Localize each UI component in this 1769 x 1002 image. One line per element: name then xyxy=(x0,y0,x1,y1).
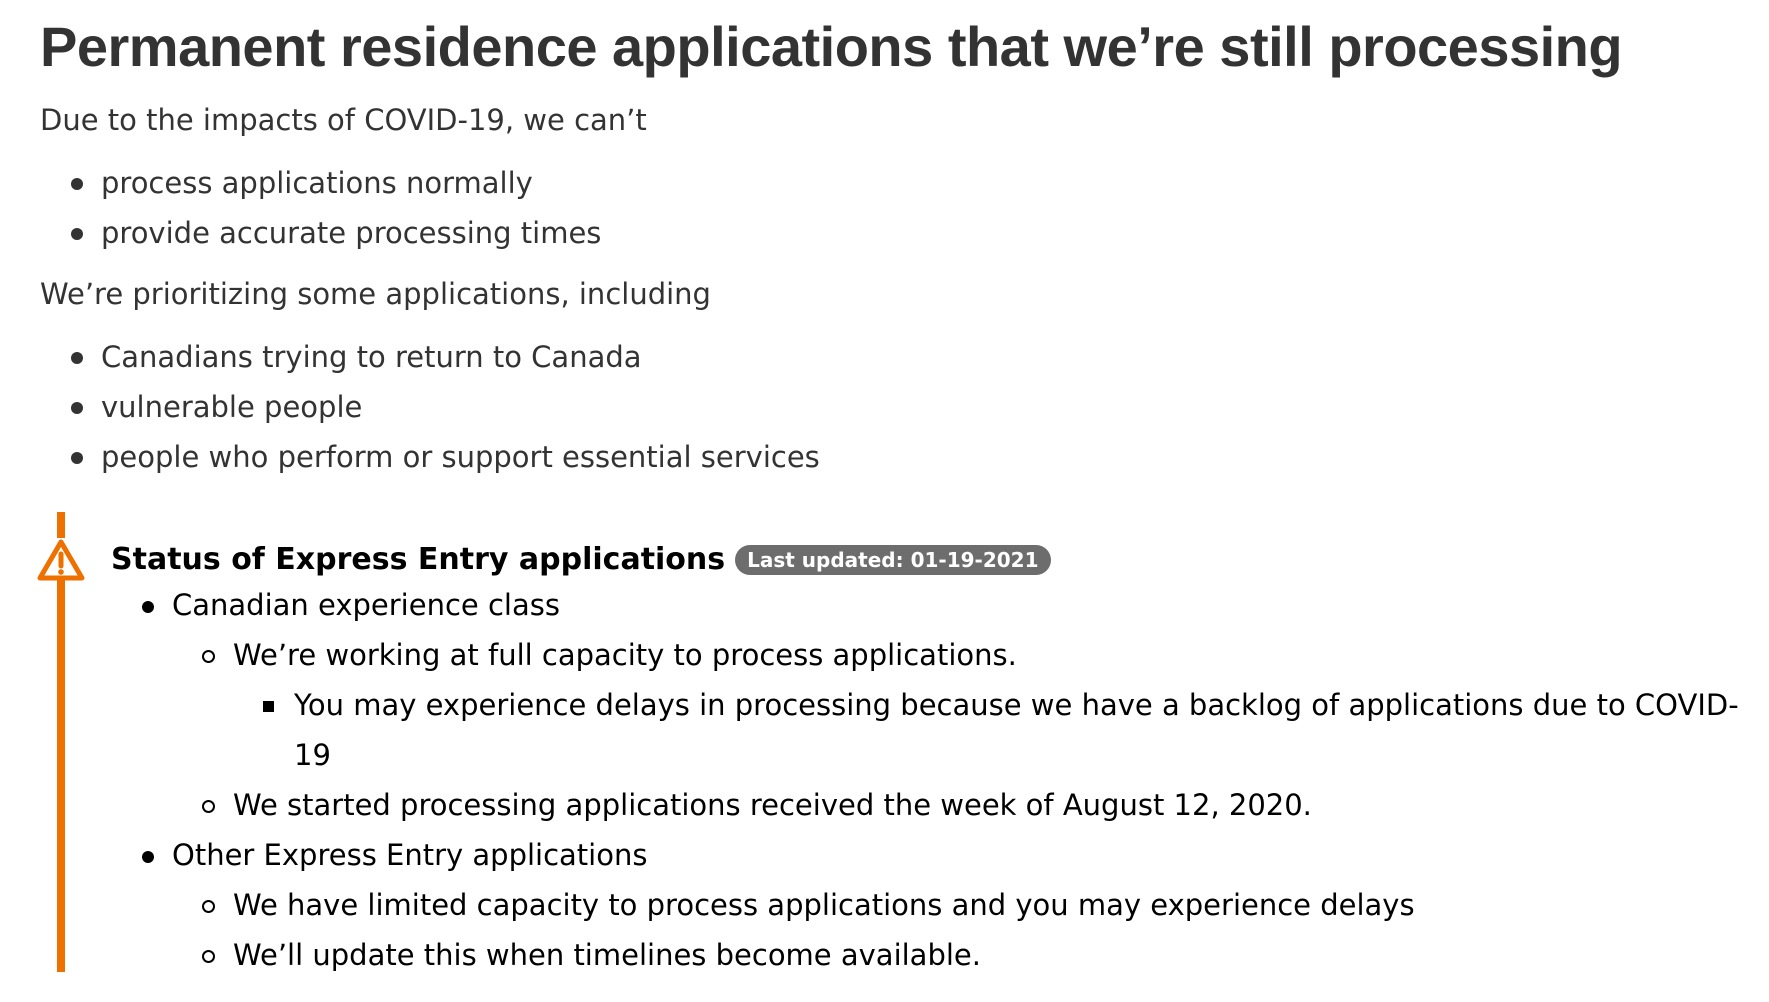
list-item: vulnerable people xyxy=(101,382,1760,432)
status-subitem: We have limited capacity to process applications and you may experience delays xyxy=(233,880,1761,930)
alert-heading-text: Status of Express Entry applications xyxy=(111,542,726,577)
list-item: provide accurate processing times xyxy=(101,208,1760,258)
cannot-list xyxy=(40,158,1760,258)
status-sublist xyxy=(172,880,1761,980)
status-item-label: Other Express Entry applications xyxy=(172,838,648,872)
intro-text: Due to the impacts of COVID-19, we can’t xyxy=(40,103,647,137)
status-list xyxy=(111,580,1761,980)
priority-list xyxy=(40,332,1760,482)
list-item: Canadians trying to return to Canada xyxy=(101,332,1760,382)
list-item: people who perform or support essential services xyxy=(101,432,1760,482)
last-updated-badge: Last updated: 01-19-2021 xyxy=(735,545,1050,575)
status-subitem xyxy=(233,630,1761,780)
alert-content xyxy=(111,540,1761,980)
status-sublist xyxy=(172,630,1761,830)
status-subsubitem: You may experience delays in processing because we have a backlog of applications due to COVID-19 xyxy=(294,680,1761,780)
list-item: process applications normally xyxy=(101,158,1760,208)
alert-heading xyxy=(111,540,1761,580)
status-subitem: We’ll update this when timelines become available. xyxy=(233,930,1761,980)
priority-intro-text: We’re prioritizing some applications, including xyxy=(40,277,711,311)
page-title: Permanent residence applications that we’re still processing xyxy=(40,15,1623,78)
status-item-label: Canadian experience class xyxy=(172,588,560,622)
status-item-other-express-entry xyxy=(172,830,1761,980)
status-subitem: We started processing applications received the week of August 12, 2020. xyxy=(233,780,1761,830)
status-subitem-label: We’re working at full capacity to process applications. xyxy=(233,638,1017,672)
page-content xyxy=(40,14,1760,482)
status-subsublist xyxy=(233,680,1761,780)
status-item-canadian-experience-class xyxy=(172,580,1761,830)
warning-alert xyxy=(40,512,1760,972)
warning-icon xyxy=(36,538,86,582)
